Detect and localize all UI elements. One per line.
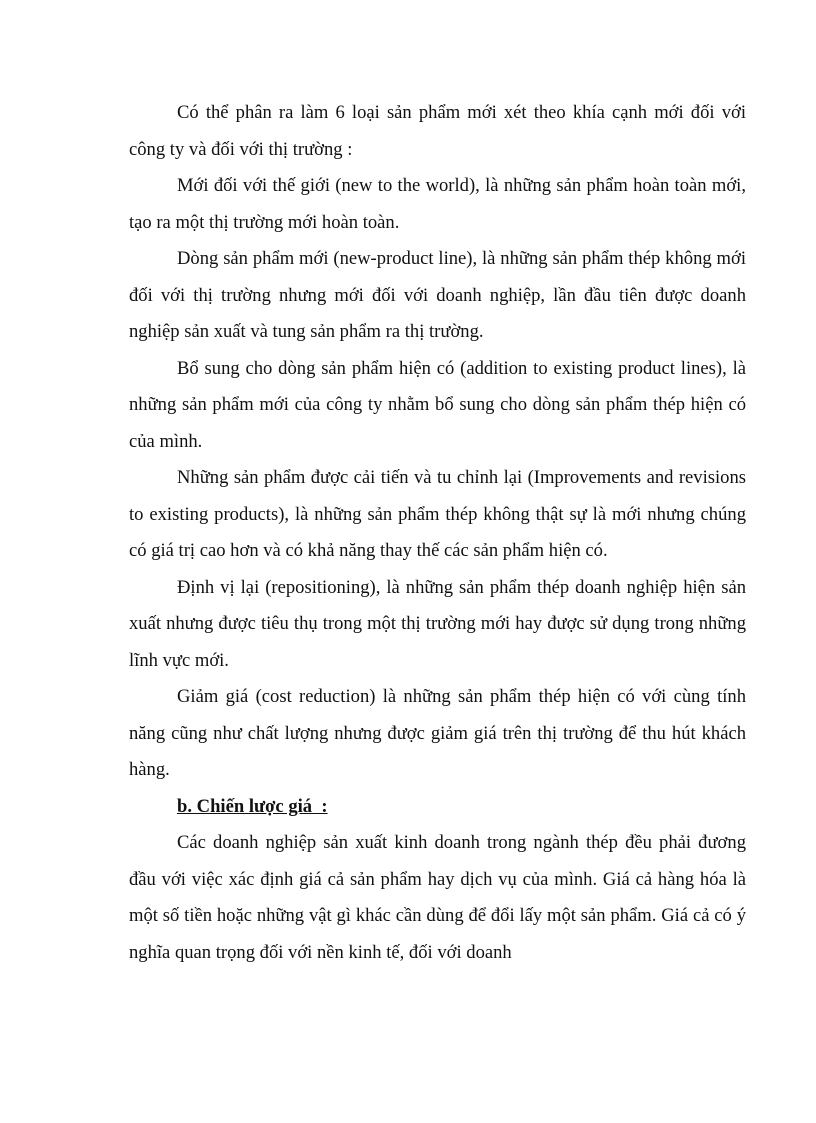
section-heading-pricing-strategy: b. Chiến lược giá : <box>177 795 328 817</box>
document-page <box>129 95 746 971</box>
paragraph-addition-to-lines: Bổ sung cho dòng sản phẩm hiện có (addition to existing product lines), là những sản phẩm mới của công ty nhằm bổ sung cho dòng sản phẩm thép hiện có của mình. <box>129 357 746 452</box>
paragraph-repositioning: Định vị lại (repositioning), là những sản phẩm thép doanh nghiệp hiện sản xuất nhưng được tiêu thụ trong một thị trường mới hay được sử dụng trong những lĩnh vực mới. <box>129 576 746 671</box>
paragraph-pricing-intro: Các doanh nghiệp sản xuất kinh doanh trong ngành thép đều phải đương đầu với việc xác định giá cả sản phẩm hay dịch vụ của mình. Giá cả hàng hóa là một số tiền hoặc những vật gì khác cần dùng để đổi lấy một sản phẩm. Giá cả có ý nghĩa quan trọng đối với nền kinh tế, đối với doanh <box>129 832 746 963</box>
paragraph-new-product-line: Dòng sản phẩm mới (new-product line), là những sản phẩm thép không mới đối với thị trường nhưng mới đối với doanh nghiệp, lần đầu tiên được doanh nghiệp sản xuất và tung sản phẩm ra thị trường. <box>129 248 746 342</box>
paragraph-new-to-world: Mới đối với thế giới (new to the world), là những sản phẩm hoàn toàn mới, tạo ra một thị trường mới hoàn toàn. <box>129 175 746 233</box>
paragraph-cost-reduction: Giảm giá (cost reduction) là những sản phẩm thép hiện có với cùng tính năng cũng như chất lượng nhưng được giảm giá trên thị trường để thu hút khách hàng. <box>129 686 746 780</box>
paragraph-intro: Có thể phân ra làm 6 loại sản phẩm mới xét theo khía cạnh mới đối với công ty và đối với thị trường : <box>129 102 746 160</box>
paragraph-improvements: Những sản phẩm được cải tiến và tu chỉnh lại (Improvements and revisions to existing products), là những sản phẩm thép không thật sự là mới nhưng chúng có giá trị cao hơn và có khả năng thay thế các sản phẩm hiện có. <box>129 467 746 561</box>
